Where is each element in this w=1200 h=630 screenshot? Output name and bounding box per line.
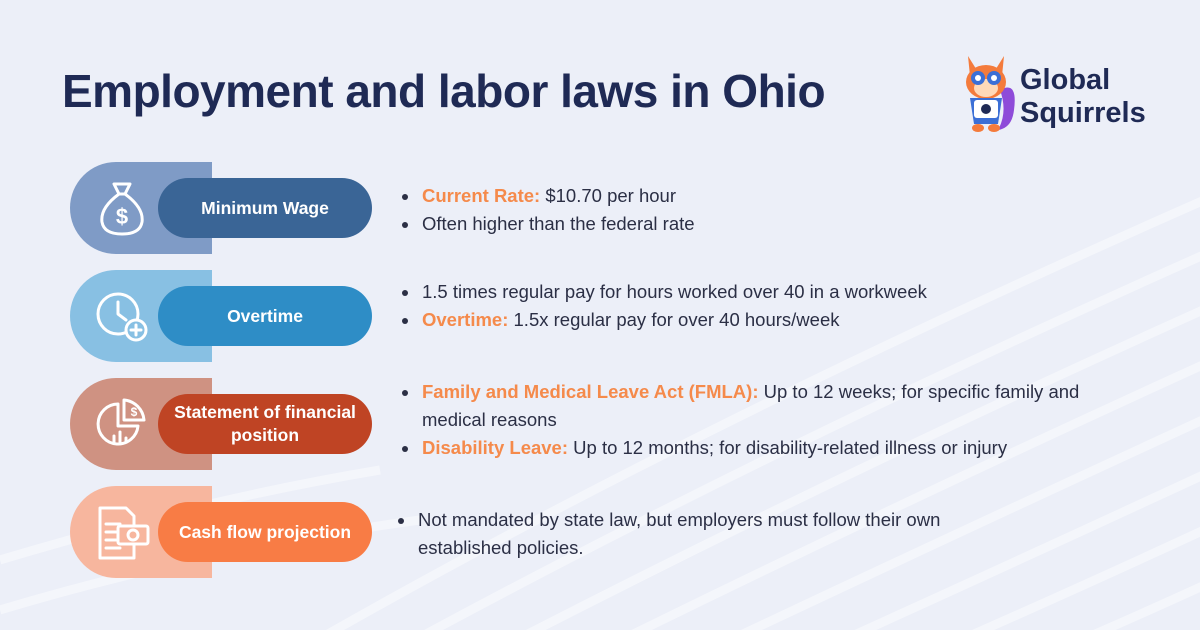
- bullet-text: Up to 12 weeks; for specific family and medical reasons: [422, 381, 1080, 430]
- law-row-statement-of-financial-position: [70, 378, 1170, 470]
- logo-line-1: Global: [1020, 64, 1111, 96]
- bullet-item: [400, 378, 1100, 434]
- category-pill: Overtime: [158, 286, 372, 346]
- pie-chart-icon: [92, 394, 152, 454]
- bullet-text: Up to 12 months; for disability-related illness or injury: [568, 437, 1008, 458]
- squirrel-mascot-icon: [958, 50, 1016, 136]
- bullet-text: Not mandated by state law, but employers must follow their own established policies.: [418, 509, 941, 558]
- bullet-item: [400, 278, 1100, 306]
- bullet-text: Often higher than the federal rate: [422, 213, 695, 234]
- category-pill: Minimum Wage: [158, 178, 372, 238]
- category-pill: Cash flow projection: [158, 502, 372, 562]
- bullet-highlight: Overtime:: [422, 309, 509, 330]
- bullet-highlight: Disability Leave:: [422, 437, 569, 458]
- bullet-item: [400, 434, 1100, 462]
- law-row-overtime: [70, 270, 1170, 362]
- svg-text:$: $: [130, 405, 138, 419]
- page-title: Employment and labor laws in Ohio: [62, 65, 826, 117]
- bullet-item: [400, 210, 1100, 238]
- logo-text: [1020, 64, 1146, 130]
- law-row-cash-flow-projection: [70, 486, 1170, 578]
- law-row-minimum-wage: [70, 162, 1170, 254]
- category-pill: Statement of financial position: [158, 394, 372, 454]
- bullet-text: 1.5x regular pay for over 40 hours/week: [508, 309, 840, 330]
- bullet-list: [400, 278, 1100, 334]
- bullet-list: [400, 378, 1100, 462]
- bullet-highlight: Family and Medical Leave Act (FMLA):: [422, 381, 759, 402]
- svg-text:$: $: [115, 204, 129, 229]
- brand-logo: [958, 50, 1158, 140]
- bullet-item: [400, 182, 1100, 210]
- clock-plus-icon: [92, 286, 152, 346]
- money-bag-icon: [92, 178, 152, 238]
- bullet-text: $10.70 per hour: [540, 185, 676, 206]
- bullet-item: [400, 306, 1100, 334]
- bullet-item: [396, 506, 1036, 562]
- bullet-text: 1.5 times regular pay for hours worked over 40 in a workweek: [422, 281, 927, 302]
- bullet-highlight: Current Rate:: [422, 185, 541, 206]
- bullet-list: [396, 506, 1036, 562]
- logo-line-2: Squirrels: [1020, 97, 1146, 129]
- bullet-list: [400, 182, 1100, 238]
- document-cash-icon: [92, 502, 152, 562]
